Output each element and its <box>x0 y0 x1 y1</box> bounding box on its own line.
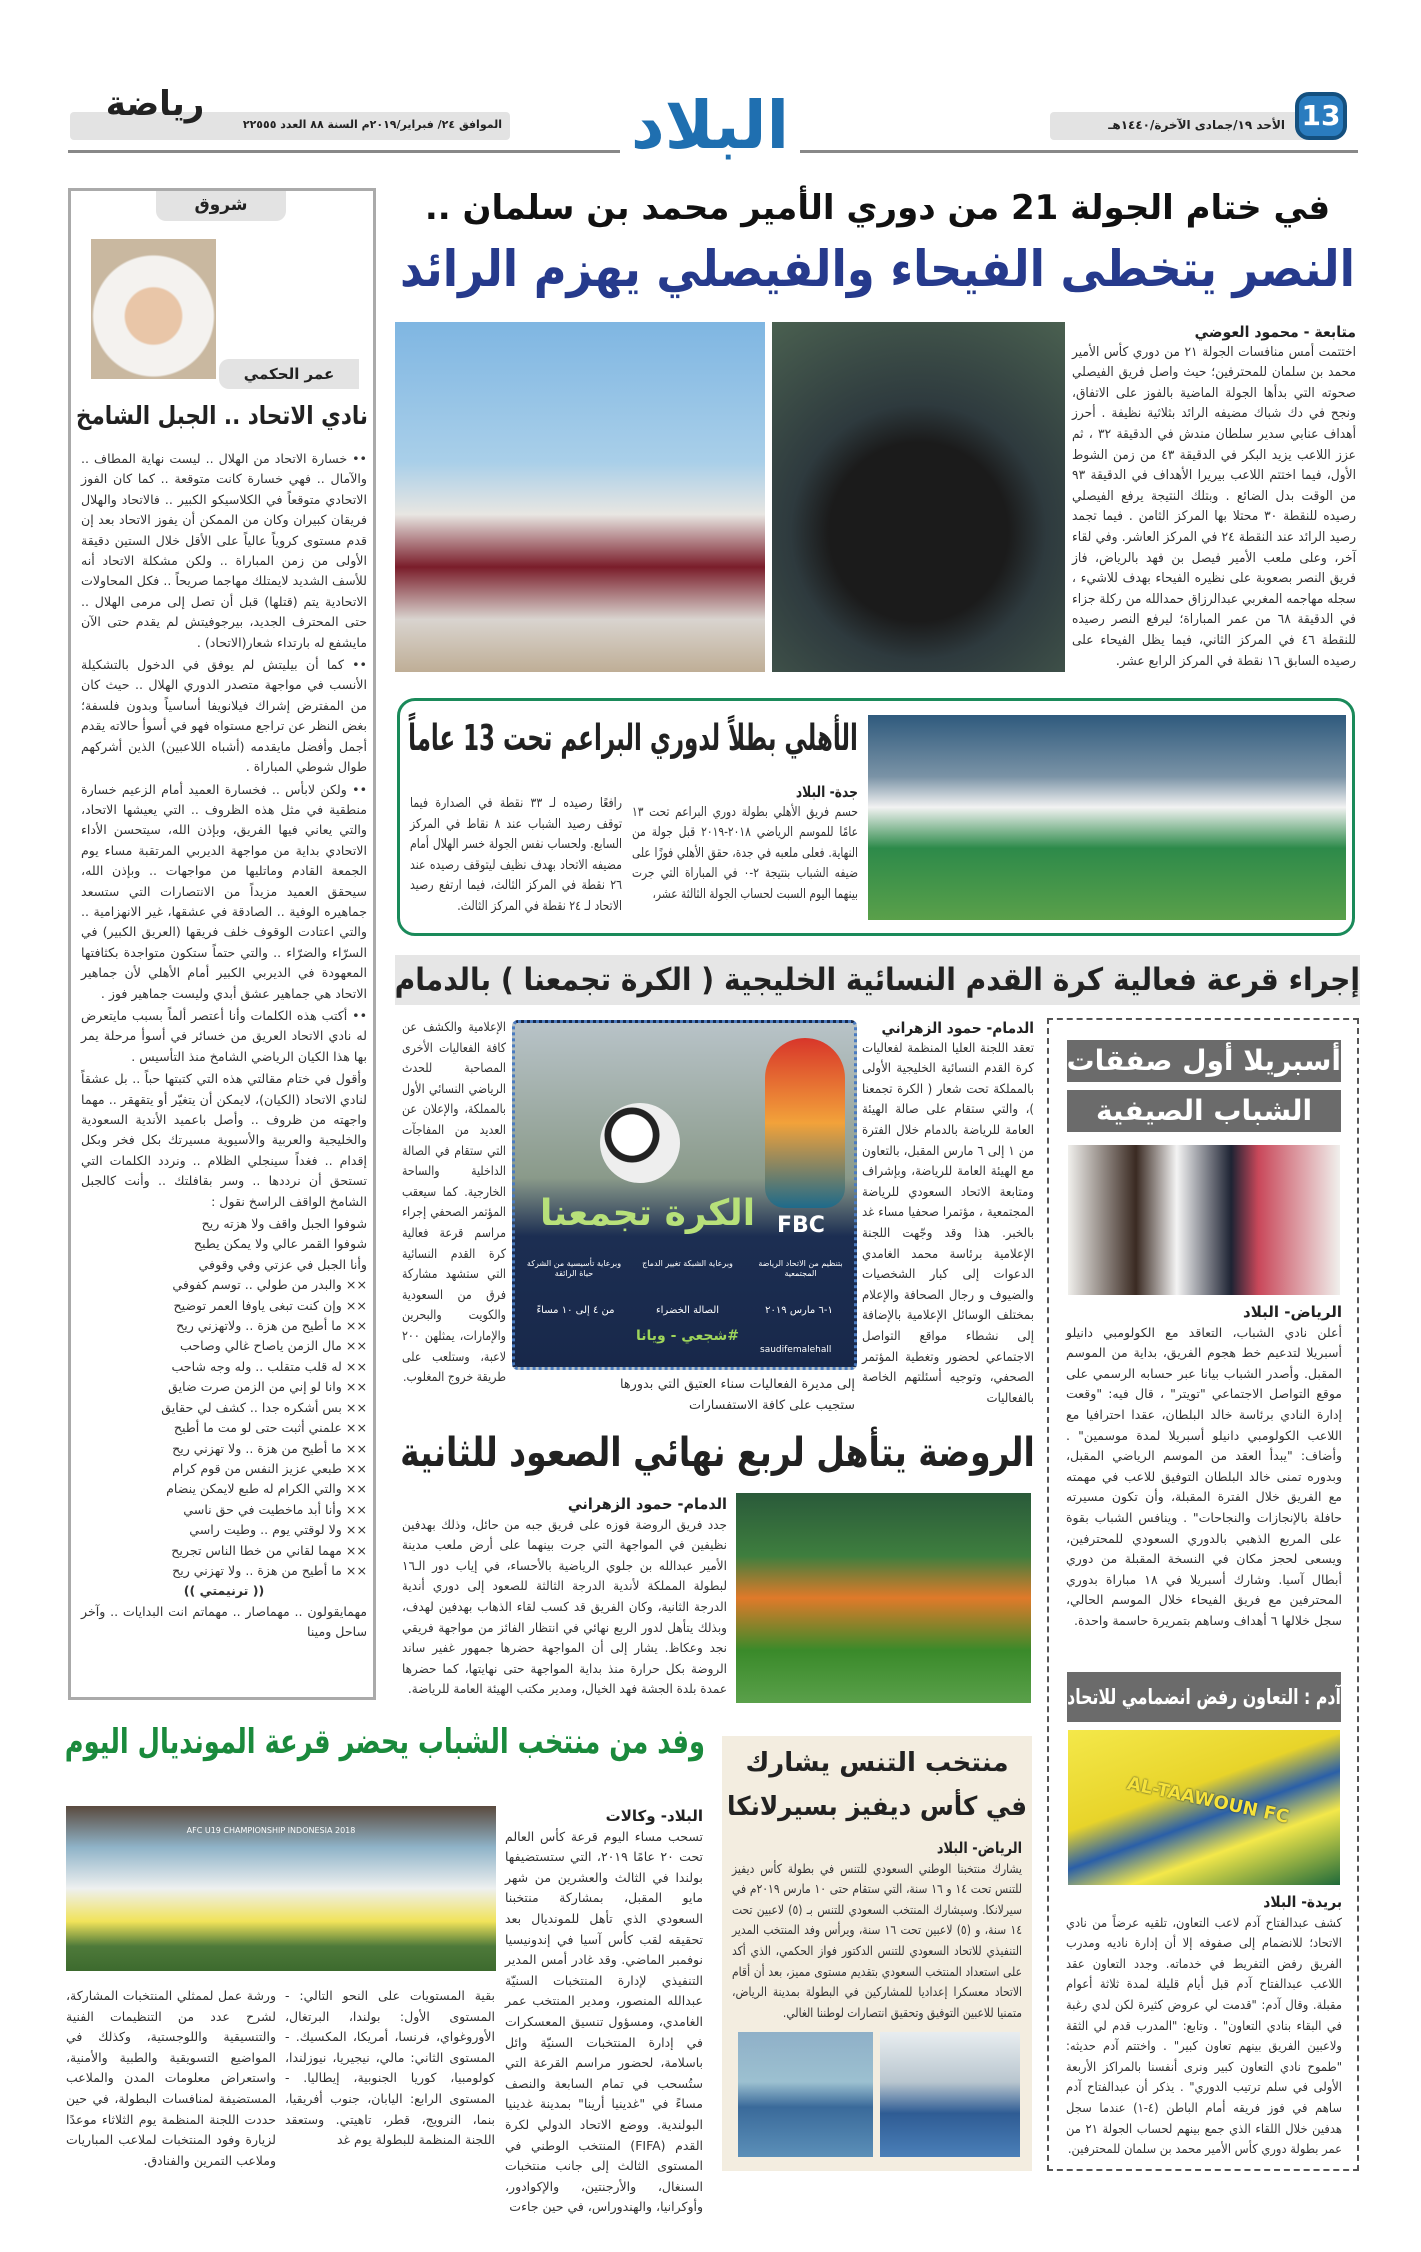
ahli-body-left: رافعًا رصيده لـ ٣٣ نقطة في الصدارة فيما توقف رصيد الشباب عند ٨ نقاط في المركز السابع. ولحساب نفس الجولة خسر الهلال أمام مضيفه الاتحاد بهدف نظيف ليتوقف رصيده عند ٢٦ نقطة في المركز الثالث، فيما ارتفع رصيد الاتحاد لـ ٢٤ نقطة في المركز الثالث. <box>410 796 622 914</box>
ahli-headline: الأهلي بطلاً لدوري البراعم تحت 13 عاماً <box>408 718 858 759</box>
rawdah-byline: الدمام- حمود الزهراني <box>567 1495 727 1513</box>
poem-line: ×× ما أطيح من هزة .. ولا تهزني ريح <box>172 1562 367 1578</box>
poem-line: شوفوا الجبل واقف ولا هزته ريح <box>201 1216 367 1232</box>
column-paragraph: وأقول في ختام مقالتي هذه التي كتبتها حباً .. بل عشقاً لنادي الاتحاد (الكيان)، لايمكن أن يتغيّر أو يتقهقر .. مهما واجهته من ظروف .. وأصل باعميد الأندية السعودية والخليجية والعربية والأسيوية مسيرتك بكل فخر وبكل إقدام .. فغداً سينجلي الظلام .. ونردد الكلمات التي تستحق أن نرددها .. وسر بقافلتك .. وأنت كالجبل الشامخ الواقف الراسخ نقول : <box>81 1071 367 1209</box>
adam-byline: بريدة- البلاد <box>1263 1893 1342 1911</box>
ahli-article-left <box>410 794 622 918</box>
poster-org-1: بتنظيم من الاتحاد الرياضة المجتمعية <box>758 1259 843 1278</box>
poster-time: من ٤ إلى ١٠ مساءً <box>536 1305 615 1316</box>
poem-line: ×× ما أطيح من هزة .. ولا تهزني ريح <box>172 1440 367 1456</box>
photo-banner-text: AFC U19 CHAMPIONSHIP INDONESIA 2018 <box>186 1826 356 1835</box>
poem-line: ×× له قلب متقلب .. وله وجه شاحب <box>171 1358 367 1374</box>
tennis-headline-1: منتخب التنس يشارك <box>745 1748 1009 1778</box>
poem <box>81 1214 367 1581</box>
poem-line: ×× مهما لقاني من خطا الناس تجريح <box>171 1542 367 1558</box>
tennis-body: يشارك منتخبنا الوطني السعودي للتنس في بطولة كأس ديفيز للتنس تحت ١٤ و ١٦ سنة، التي ستقام حتى ١٠ مارس ٢٠١٩م في سيرلانكا. وسيشارك المنتخب السعودي للتنس بـ (٥) لاعبين تحت ١٤ سنة، و (٥) لاعبين تحت ١٦ سنة، ويرأس وفد المنتخب المدير التنفيذي للاتحاد السعودي للتنس الدكتور فواز الحكمي، الذي أكد على استعداد المنتخب السعودي بتقديم مستوى مميز، بعد أن أقام الاتحاد معسكرا إعداديا للمشاركين في البطولة بمدينة الرياض، متمنيا للاعبين التوفيق وتحقيق انتصارات لوطننا الغالي. <box>732 1860 1023 2020</box>
asbiria-article <box>1066 1302 1342 1632</box>
photo-tennis-players <box>738 2032 873 2157</box>
poster-handle: saudifemalehall <box>760 1345 832 1355</box>
photo-ahli-team <box>868 715 1346 920</box>
poem-line: ×× مال الزمن ياصاح غالي وصاحب <box>180 1338 367 1354</box>
rawdah-article <box>402 1494 727 1700</box>
rawdah-body: جدد فريق الروضة فوزه على فريق جبه من حائل، وذلك بهدفين نظيفين في المواجهة التي جرت بينهما على أرض ملعب مدينة الأمير عبدالله بن جلوي الرياضية بالأحساء، في إياب دور الـ١٦ لبطولة المملكة لأندية الدرجة الثالثة للصعود إلى دوري أندية الدرجة الثانية، وكان الفريق قد كسب لقاء الذهاب بهدفين لهدف، وبذلك يتأهل لدور الربع نهائي في انتظار الفائز من مواجهة فريقي نجد وعكاظ. يشار إلى أن المواجهة حضرها جمهور غفير ساند الروضة بكل حرارة منذ بداية المواجهة حتى نهايتها، كما حضرها عمدة بلدة الجشة فهد الخيال، ومدير مكتب الهيئة العامة للرياضة. <box>402 1516 727 1697</box>
poem-line: ×× وانا لو إني من الزمن صرت ضايق <box>168 1379 367 1395</box>
women-poster <box>512 1020 857 1370</box>
asbiria-byline: الرياض- البلاد <box>1243 1303 1342 1321</box>
photo-tennis-player-2 <box>880 2032 1020 2157</box>
asbiria-body: أعلن نادي الشباب، التعاقد مع الكولومبي دانيلو أسبريلا لتدعيم خط هجوم الفريق، بداية من الموسم المقبل. وأصدر الشباب بيانا عبر حسابه الرسمي على موقع التواصل الاجتماعي "تويتر" ، قال فيه: "وقعت إدارة النادي برئاسة خالد البلطان، عقدا احترافيا مع اللاعب الكولومبي دانيلو أسبريلا لمدة موسمين" . وأضاف: "يبدأ العقد من الموسم الرياضي المقبل، وبدوره تمنى خالد البلطان التوفيق للاعب في مهمته مع الفريق خلال الفترة المقبلة، وأن تكون مسيرته حافلة بالإنجازات والنجاحات" . وينافس الشباب بقوة على المربع الذهبي بالدوري السعودي للمحترفين، ويسعى لحجز مكان في النسخة المقبلة من دوري أبطال آسيا. وشارك أسبريلا في ١٨ مباراة بدوري المحترفين مع فريق الفيحاء خلال الموسم الحالي، سجل خلالها ٦ أهداف وساهم بتمريرة حاسمة واحدة. <box>1066 1324 1342 1628</box>
wafd-article-1 <box>505 1806 703 2218</box>
wafd-body-2: بقية المستويات على النحو التالي: - المستوى الأول: بولندا، البرتغال، الأوروغواي، فرنسا، أمريكا، المكسيك. - المستوى الثاني: مالي، نيجيريا، نيوزلندا، كولومبيا، كوريا الجنوبية، إيطاليا. - المستوى الرابع: اليابان، جنوب أفريقيا، بنما، النرويج، قطر، تاهيتي. وستعقد اللجنة المنظمة للبطولة يوم غد <box>285 1988 495 2148</box>
column-title: نادي الاتحاد .. الجبل الشامخ <box>76 401 368 430</box>
poem-line: ×× وأنا أبد ماخطيت في حق ناسي <box>183 1501 367 1517</box>
author-photo <box>91 239 216 379</box>
photo-rawdah-players <box>736 1493 1031 1703</box>
lead-body: اختتمت أمس منافسات الجولة ٢١ من دوري كأس الأمير محمد بن سلمان للمحترفين؛ حيث واصل فريق الفيصلي صحوته التي بدأها الجولة الماضية بالفوز على الاتفاق، ونجح في دك شباك مضيفه الرائد بثلاثية نظيفة . أحرز أهداف عنابي سدير سلطان مندش في الدقيقة ٣٢ ، ثم عزز اللاعب يزيد البكر في الدقيقة ٤٣ من زمن الشوط الأول، فيما اختتم اللاعب بيريرا الأهداف في الدقيقة ٩٣ من الوقت بدل الضائع . وبتلك النتيجة يرفع الفيصلي رصيده للنقطة ٣٠ محتلا بها المركز الثامن . فيما تجمد رصيد الرائد عند النقطة ٢٤ في المركز العاشر. وفي لقاء آخر، وعلى ملعب الأمير فيصل بن فهد بالرياض، فاز فريق النصر بصعوبة على نظيره الفيحاء بهدف للاشيء ، سجله مهاجمه المغربي عبدالرزاق حمدالله من ركلة جزاء في الدقيقة ٦٨ من عمر المباراة؛ ليرفع النصر رصيده للنقطة ٤٦ في المركز الثاني، فيما يظل الفيحاء على رصيده السابق ١٦ نقطة في المركز الرابع عشر. <box>1072 344 1356 669</box>
column-label: شروق <box>156 191 286 221</box>
page-header <box>0 0 1421 164</box>
poem-line: ×× والتي الكرام له طبع لايمكن ينضام <box>166 1481 367 1497</box>
tennis-article <box>732 1838 1022 2023</box>
poem-line: ×× علمني أثبت حتى لو مت ما أطيح <box>173 1420 367 1436</box>
lead-byline: متابعة - محمود العوضي <box>1194 323 1356 341</box>
women-byline: الدمام- حمود الزهراني <box>881 1019 1034 1037</box>
ahli-body-right: حسم فريق الأهلي بطولة دوري البراعم تحت ١٣ عامًا للموسم الرياضي ٢٠١٨-٢٠١٩ قبل جولة من النهاية. فعلى ملعبه في جدة، حقق الأهلي فوزًا على ضيفه الشباب بنتيجة ٢-٠ في المباراة التي جرت بينهما اليوم السبت لحساب الجولة الثالثة عشر، <box>632 804 859 902</box>
lead-article <box>1072 322 1356 672</box>
poster-org-2: وبرعاية الشبكة تغيير الدماج <box>642 1259 733 1268</box>
photo-youth-team-celebration <box>66 1806 496 1971</box>
wafd-headline: وفد من منتخب الشباب يحضر قرعة المونديال اليوم <box>64 1722 705 1762</box>
poster-title: الكرة تجمعنا <box>539 1193 756 1234</box>
asbiria-headline-1: أسبريلا أول صفقات <box>1067 1040 1341 1082</box>
column-paragraph: •• ولكن لابأس .. فخسارة العميد أمام الزعيم خسارة منطقية في مثل هذه الظروف .. التي يعيشها الاتحاد، والتي يعاني فيها الفريق، وبإذن الله، سيتحسن الأداء الاتحادي بداية من مواجهة الديربي المرتقبة مساء يوم الجمعة القادم وماتليها من مواجهات .. وبإذن الله، سيحقق العميد مزيداً من الانتصارات التي ستسعد جماهيره الوفية .. الصادقة في عشقها، غير الانهزامية .. والتي اعتادت الوقوف خلف فريقها (العريق الكبير) في السرّاء والضرّاء .. والتي حتماً ستكون متواجدة بكثافتها المعهودة في الديربي الكبير أمام الأهلي لأن جماهير الاتحاد هي جماهير عشق أبدي وليست جماهير فوز . <box>81 781 367 1001</box>
poster-badge: FBC <box>777 1213 825 1238</box>
poster-date: ١-٦ مارس ٢٠١٩ <box>765 1305 833 1316</box>
scarf-text: AL-TAAWOUN FC <box>1125 1773 1291 1828</box>
photo-nasr-player <box>772 322 1065 672</box>
women-article-mid <box>620 1375 855 1416</box>
hijri-date: الأحد ١٩/جمادى الآخرة/١٤٤٠هـ <box>1108 118 1285 132</box>
lead-kicker: في ختام الجولة 21 من دوري الأمير محمد بن سلمان .. <box>424 188 1331 228</box>
rawdah-headline: الروضة يتأهل لربع نهائي الصعود للثانية <box>400 1430 1035 1476</box>
trophy-icon <box>765 1038 845 1208</box>
adam-body: كشف عبدالفتاح آدم لاعب التعاون، تلقيه عرضاً من نادي الاتحاد؛ للانضمام إلى صفوفه إلا أن إدارة ناديه ومدرب الفريق رفض التفريط في خدماته. وجدد التعاون عقد اللاعب عبدالفتاح آدم قبل أيام قليلة لمدة ثلاثة أعوام مقبلة. وقال آدم: "قدمت لي عروض كثيرة لكن لدي رغبة في البقاء بنادي التعاون" . وتابع: "المدرب قدم لي الثقة ولاعبين الفريق بينهم تعاون كبير" . واختتم آدم حديثه: "طموح نادي التعاون كبير ونرى أنفسنا بالمراكز الأربعة الأولى في سلم ترتيب الدوري" . يذكر أن عبدالفتاح آدم ساهم في فوز فريقه أمام الباطن (٤-١) عندما سجل هدفين خلال اللقاء الذي جمع بينهم لحساب الجولة ٢١ من عمر بطولة دوري كأس الأمير محمد بن سلمان للمحترفين. <box>1066 1914 1342 2157</box>
poem-line: ×× طبعي عزيز النفس من قوم كرام <box>172 1460 367 1476</box>
women-article-right <box>862 1018 1034 1409</box>
column-paragraph: •• أكتب هذه الكلمات وأنا أعتصر ألماً بسبب مايتعرض له نادي الاتحاد العريق من خسائر في أسوأ مرحلة يمر بها هذا الكيان الرياضي الشامخ منذ التأسيس . <box>81 1007 367 1064</box>
poem-line: ×× ولا لوقتي يوم .. وطيت راسي <box>189 1522 367 1538</box>
adam-article <box>1066 1892 1342 2160</box>
women-article-left <box>402 1018 506 1389</box>
page-number: 13 <box>1295 92 1347 140</box>
wafd-body-3: ورشة عمل لممثلي المنتخبات المشاركة، لشرح عدد من التنظيمات الفنية والتنسيقية واللوجستية، وكذلك في المواضيع التسويقية والطبية والأمنية، واستعراض معلومات المدن والملاعب المستضيفة لمنافسات البطولة، في حين حددت اللجنة المنظمة يوم الثلاثاء موعدًا لزيارة وفود المنتخبات لملاعب المباريات وملاعب التمرين والفنادق. <box>66 1988 276 2168</box>
wafd-article-3 <box>66 1986 276 2171</box>
women-body-right: تعقد اللجنة العليا المنظمة لفعاليات كرة القدم النسائية الخليجية الأولى بالمملكة تحت شعار ( الكرة تجمعنا )، والتي ستقام على صالة الهيئة العامة للرياضة بالدمام خلال الفترة من ١ إلى ٦ مارس المقبل، بالتعاون مع الهيئة العامة للرياضة، وبإشراف ومتابعة الاتحاد السعودي للرياضة المجتمعية ، مؤتمرا صحفيا مساء غد بالخبر. هذا وقد وجّهت اللجنة الإعلامية برئاسة محمد الغامدي الدعوات إلى كبار الشخصيات والضيوف و رجال الصحافة والإعلام بمختلف الوسائل الإعلامية بالإضافة إلى نشطاء مواقع التواصل الاجتماعي لحضور وتغطية المؤتمر الصحفي، وتوجيه أسئلتهم الخاصة بالفعاليات <box>862 1040 1034 1406</box>
wafd-body-1: تسحب مساء اليوم قرعة كأس العالم تحت ٢٠ عامًا ٢٠١٩، التي ستستضيفها بولندا في الثالث والعشرين من شهر مايو المقبل، بمشاركة منتخبنا السعودي الذي تأهل للمونديال بعد تحقيقه لقب كأس آسيا في إندونيسيا نوفمبر الماضي. وقد غادر أمس المدير التنفيذي لإدارة المنتخبات السنيّة عبدالله المنصور، ومدير المنتخب عمر الغامدي، ومسؤول تنسيق المعسكرات في إدارة المنتخبات السنيّة وائل باسلامة، لحضور مراسم القرعة التي ستُسحب في تمام السابعة والنصف مساءً في "غدينيا أرينا" بمدينة غدينيا البولندية. ووضع الاتحاد الدولي لكرة القدم (FIFA) المنتخب الوطني في المستوى الثالث إلى جانب منتخبات السنغال، والأرجنتين، والإكوادور، وأوكرانيا، والهندوراس، في حين جاءت <box>505 1828 704 2215</box>
football-icon <box>600 1103 680 1183</box>
poster-venue: الصالة الخضراء <box>655 1305 720 1316</box>
column-paragraph: •• خسارة الاتحاد من الهلال .. ليست نهاية المطاف .. والآمال .. فهي خسارة كانت متوقعة .. كما كان الفوز الاتحادي متوقعاً في الكلاسيكو الكبير .. فالاتحاد والهلال فريقان كبيران وكان من الممكن أن يفوز الاتحاد بعد إن قدم مستوى كروياً عالياً على الأقل خلال الستين دقيقة الأولى من زمن المباراة .. ولكن مشكلة الاتحاد أنه للأسف الشديد لايمتلك مهاجما صريحاً .. فكل المحاولات الاتحادية يتم (قتلها) قبل أن تصل إلى مرمى الهلال .. حتى المحترف الجديد، بيرجوفيتش لم يقدم حتى الآن مايشفع له بارتداء شعار(الاتحاد) . <box>81 451 367 650</box>
photo-faisaly-players <box>395 322 765 672</box>
author-name: عمر الحكمي <box>219 359 359 389</box>
adam-headline: آدم : التعاون رفض انضمامي للاتحاد <box>1067 1672 1341 1722</box>
asbiria-headline-2: الشباب الصيفية <box>1067 1090 1341 1132</box>
greg-date: الموافق ٢٤/ فبراير/٢٠١٩م السنة ٨٨ العدد ٢٢٥٥٥ <box>242 118 502 131</box>
women-body-mid: إلى مديرة الفعاليات سناء العتيق التي بدورها ستجيب على كافة الاستفسارات <box>620 1377 855 1413</box>
poem-line: وأنا الجبل في عزتي وفي وقوفي <box>198 1256 367 1272</box>
women-headline: إجراء قرعة فعالية كرة القدم النسائية الخليجية ( الكرة تجمعنا ) بالدمام <box>395 955 1360 1005</box>
column-body <box>81 449 367 1645</box>
poem-line: شوفوا القمر عالي ولا يمكن يطيح <box>193 1236 367 1252</box>
poem-line: ×× بس أشكره جدا .. كشف لي حقايق <box>161 1399 367 1415</box>
opinion-column <box>68 188 376 1700</box>
poster-org-3: وبرعاية تأسيسية من الشركة حياة الرائقة <box>526 1259 622 1278</box>
poem-line: ×× وإن كنت تبغى ياوفا العمر توضيح <box>173 1297 367 1313</box>
poem-line: ×× والبدر من طولي .. توسم كفوفي <box>172 1277 367 1293</box>
tennis-headline-2: في كأس ديفيز بسيرلانكا <box>727 1792 1027 1822</box>
poster-hashtag: #شجعي - ويانا <box>636 1328 739 1344</box>
newspaper-logo: البلاد <box>620 78 800 178</box>
lead-headline: النصر يتخطى الفيحاء والفيصلي يهزم الرائد <box>400 240 1355 298</box>
column-paragraph: •• كما أن بيليتش لم يوفق في الدخول بالتشكيلة الأنسب في مواجهة متصدر الدوري الهلال .. حيث كان من المفترض إشراك فيلانويفا أساسياً وبدون فلسفة؛ بغض النظر عن تراجع مستواه فهو في أسوأ حالاته يقدم أجمل وأفضل مايقدمه (أشباه اللاعبين) الذين أشركهم طوال شوطي المباراة . <box>81 657 367 775</box>
wafd-byline: البلاد- وكالات <box>605 1807 703 1825</box>
section-title: رياضة <box>105 84 205 124</box>
ahli-byline: جدة- البلاد <box>795 783 858 801</box>
tennis-byline: الرياض- البلاد <box>936 1839 1022 1857</box>
wafd-article-2 <box>285 1986 495 2151</box>
women-body-left: الإعلامية والكشف عن كافة الفعاليات الأخرى المصاحبة للحدث الرياضي النسائي الأول بالمملكة، والإعلان عن العديد من المفاجآت التي ستقام في الصالة الداخلية والساحة الخارجية. كما سيعقب المؤتمر الصحفي إجراء مراسم قرعة فعالية كرة القدم النسائية التي ستشهد مشاركة فرق من السعودية والكويت والبحرين والإمارات، يمثلهن ٢٠٠ لاعبة، وستلعب على طريقة خروج المغلوب. <box>402 1020 506 1386</box>
poem-end: (( ترنيمتي )) <box>183 1583 265 1599</box>
photo-adam-scarf <box>1068 1730 1340 1885</box>
photo-asbiria-signing <box>1068 1145 1340 1295</box>
poem-line: ×× ما أطيح من هزة .. ولاتهزني ريح <box>176 1318 367 1334</box>
column-closing: مهمايقولون .. مهماصار .. مهماتم انت البدايات .. وآخر ساحل ومينا <box>81 1603 367 1640</box>
ahli-article-right <box>632 782 858 906</box>
